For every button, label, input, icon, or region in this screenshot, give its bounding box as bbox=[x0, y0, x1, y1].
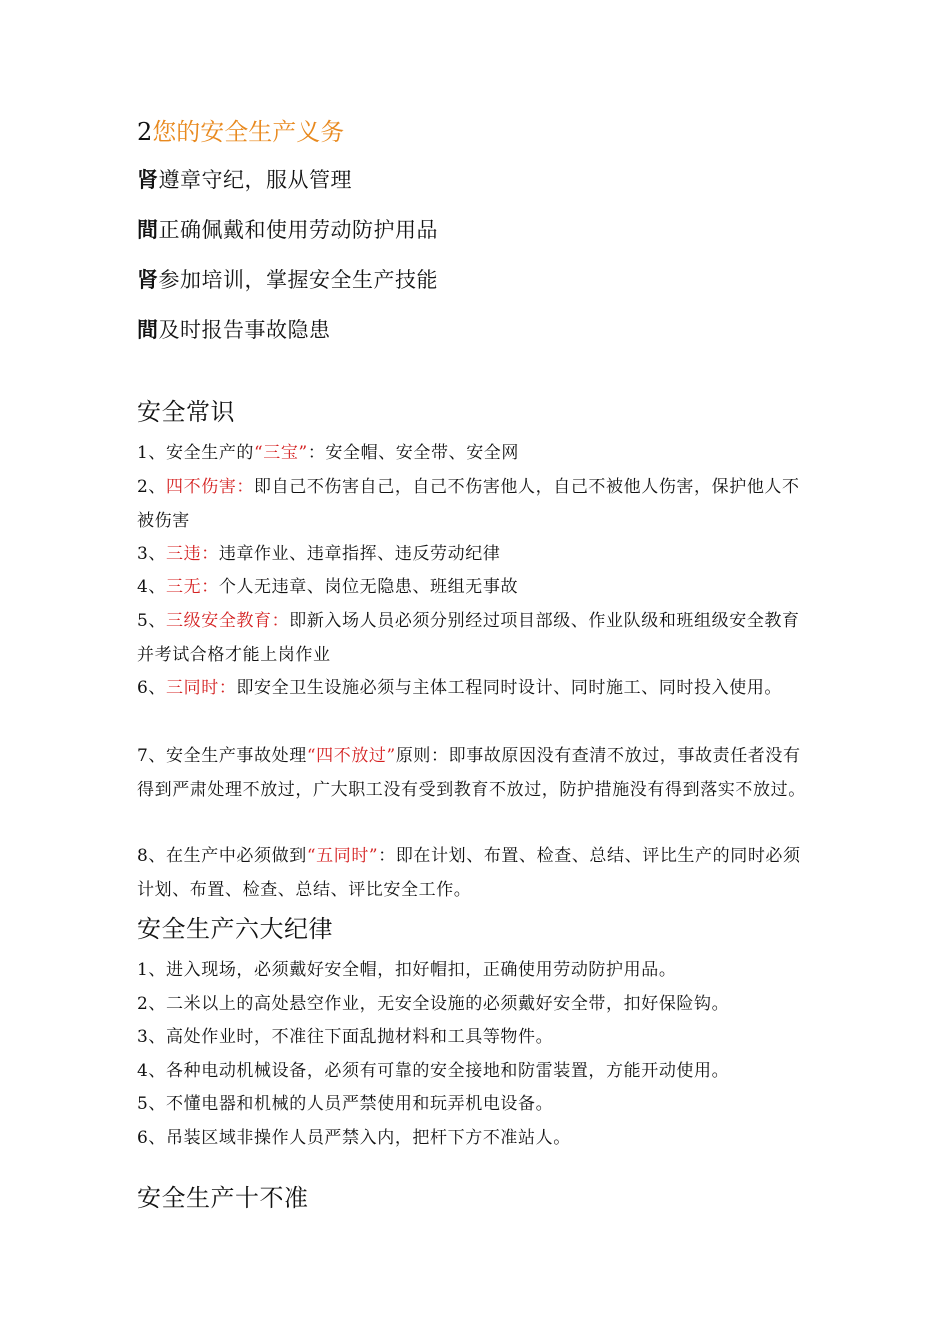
item-text: 即新入场人员必须分别经过项目部级、作业队级和班组级安全教育并考试合格才能上岗作业 bbox=[137, 611, 800, 665]
knowledge-item-2 bbox=[137, 471, 809, 538]
duties-number: 2 bbox=[137, 118, 153, 146]
duties-title: 您的安全生产义务 bbox=[152, 118, 345, 146]
knowledge-item-1 bbox=[137, 437, 809, 471]
item-key: “四不放过” bbox=[306, 746, 396, 766]
discipline-item-1: 1、进入现场，必须戴好安全帽，扣好帽扣，正确使用劳动防护用品。 bbox=[137, 960, 677, 980]
item-key: 三同时： bbox=[166, 678, 237, 698]
item-text: 即自己不伤害自己，自己不伤害他人，自己不被他人伤害，保护他人不被伤害 bbox=[137, 477, 800, 531]
discipline-item-2: 2、二米以上的高处悬空作业，无安全设施的必须戴好安全带，扣好保险钩。 bbox=[137, 994, 730, 1014]
discipline-heading: 安全生产六大纪律 bbox=[137, 915, 333, 943]
item-text: 原则：即事故原因没有查清不放过，事故责任者没有得到严肃处理不放过，广大职工没有受到教育不放过，防护措施没有得到落实不放过。 bbox=[137, 746, 806, 800]
duty-item bbox=[137, 264, 438, 294]
item-key: “三宝” bbox=[254, 443, 308, 463]
duty-bullet: 間 bbox=[137, 218, 159, 242]
ten-rules-heading: 安全生产十不准 bbox=[137, 1184, 309, 1212]
duties-heading bbox=[137, 112, 344, 147]
duty-text: 及时报告事故隐患 bbox=[158, 318, 331, 342]
item-key: 三无： bbox=[166, 577, 219, 597]
item-prefix: 1、安全生产的 bbox=[137, 443, 255, 463]
item-text: 即安全卫生设施必须与主体工程同时设计、同时施工、同时投入使用。 bbox=[236, 678, 783, 698]
knowledge-heading: 安全常识 bbox=[137, 398, 235, 426]
knowledge-item-5 bbox=[137, 605, 809, 672]
item-prefix: 2、 bbox=[137, 477, 167, 497]
item-key: 三级安全教育： bbox=[166, 611, 290, 631]
knowledge-item-6 bbox=[137, 672, 809, 706]
item-prefix: 7、安全生产事故处理 bbox=[137, 746, 307, 766]
duty-text: 遵章守纪，服从管理 bbox=[158, 168, 352, 192]
duty-text: 正确佩戴和使用劳动防护用品 bbox=[158, 218, 438, 242]
duty-bullet: 肾 bbox=[137, 268, 159, 292]
duty-bullet: 肾 bbox=[137, 168, 159, 192]
item-text: ：即在计划、布置、检查、总结、评比生产的同时必须计划、布置、检查、总结、评比安全工作。 bbox=[137, 846, 801, 900]
item-key: “五同时” bbox=[306, 846, 379, 866]
duty-bullet: 間 bbox=[137, 318, 159, 342]
discipline-item-4: 4、各种电动机械设备，必须有可靠的安全接地和防雷装置，方能开动使用。 bbox=[137, 1061, 730, 1081]
discipline-item-5: 5、不懂电器和机械的人员严禁使用和玩弄机电设备。 bbox=[137, 1094, 554, 1114]
item-text: 个人无违章、岗位无隐患、班组无事故 bbox=[218, 577, 519, 597]
item-key: 四不伤害： bbox=[166, 477, 255, 497]
item-prefix: 3、 bbox=[137, 544, 167, 564]
item-text: 违章作业、违章指挥、违反劳动纪律 bbox=[218, 544, 501, 564]
duty-text: 参加培训，掌握安全生产技能 bbox=[158, 268, 438, 292]
knowledge-item-4 bbox=[137, 571, 809, 605]
item-prefix: 5、 bbox=[137, 611, 167, 631]
item-prefix: 8、在生产中必须做到 bbox=[137, 846, 307, 866]
item-prefix: 6、 bbox=[137, 678, 167, 698]
knowledge-item-3 bbox=[137, 538, 809, 572]
duty-item bbox=[137, 164, 352, 194]
discipline-item-3: 3、高处作业时，不准往下面乱抛材料和工具等物件。 bbox=[137, 1027, 554, 1047]
item-text: ：安全帽、安全带、安全网 bbox=[307, 443, 520, 463]
discipline-item-6: 6、吊装区域非操作人员严禁入内，把杆下方不准站人。 bbox=[137, 1128, 571, 1148]
knowledge-item-7 bbox=[137, 740, 809, 807]
item-prefix: 4、 bbox=[137, 577, 167, 597]
item-key: 三违： bbox=[166, 544, 219, 564]
duty-item bbox=[137, 314, 331, 344]
duty-item bbox=[137, 214, 438, 244]
knowledge-item-8 bbox=[137, 840, 809, 907]
